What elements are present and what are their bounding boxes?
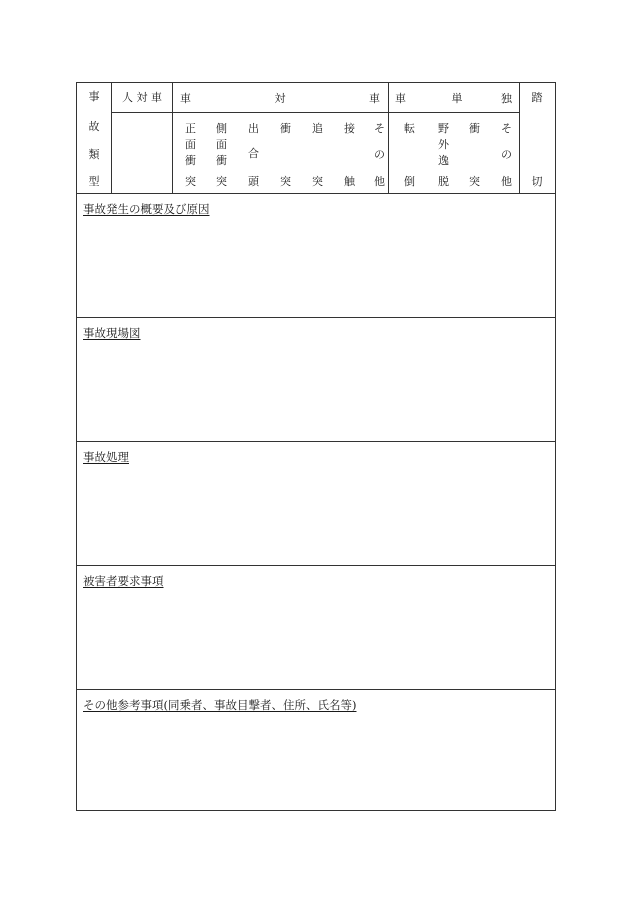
car-vs-car-label-right: 車 <box>369 92 380 105</box>
divider <box>519 83 520 193</box>
single-car-label-right: 独 <box>501 92 512 105</box>
person-vs-vehicle-label: 人 対 車 <box>122 91 162 104</box>
section-title: 事故発生の概要及び原因 <box>83 202 210 216</box>
crossing-label-top: 踏 <box>531 91 543 104</box>
category-char: 事 <box>88 90 100 103</box>
single-car-label-left: 車 <box>395 92 406 105</box>
divider <box>388 83 389 193</box>
section-accident-handling[interactable] <box>77 442 555 565</box>
car-vs-car-label-left: 車 <box>180 92 191 105</box>
accident-report-form: 事 故 類 型 人 対 車 車 対 車 車 単 独 踏 切 正 面 衝 突 側 面 衝 突 出 合 頭 衝 突 追 突 接 触 そ の 他 転 倒 野 外 逸 脱 衝 突 そ の 他 事故発生の概要及び原因 事故現場図 事故処理 被害者要求事項 その他参考事項(同乗者、事故目撃者、住所、氏名等) <box>76 82 556 811</box>
car-vs-car-label-mid: 対 <box>274 92 286 105</box>
section-other-notes[interactable] <box>77 690 555 810</box>
crossing-label-bottom: 切 <box>531 175 543 188</box>
divider <box>111 112 519 113</box>
section-title: その他参考事項(同乗者、事故目撃者、住所、氏名等) <box>83 698 357 712</box>
section-title: 事故処理 <box>83 450 129 464</box>
divider <box>111 83 112 193</box>
divider <box>172 83 173 193</box>
section-accident-summary[interactable] <box>77 194 555 317</box>
category-char: 型 <box>88 175 100 188</box>
section-victim-requests[interactable] <box>77 566 555 689</box>
section-title: 事故現場図 <box>83 326 141 340</box>
section-title: 被害者要求事項 <box>83 574 164 588</box>
category-char: 類 <box>88 148 100 161</box>
category-char: 故 <box>88 120 100 133</box>
section-accident-site-diagram[interactable] <box>77 318 555 441</box>
single-car-label-mid: 単 <box>451 92 463 105</box>
